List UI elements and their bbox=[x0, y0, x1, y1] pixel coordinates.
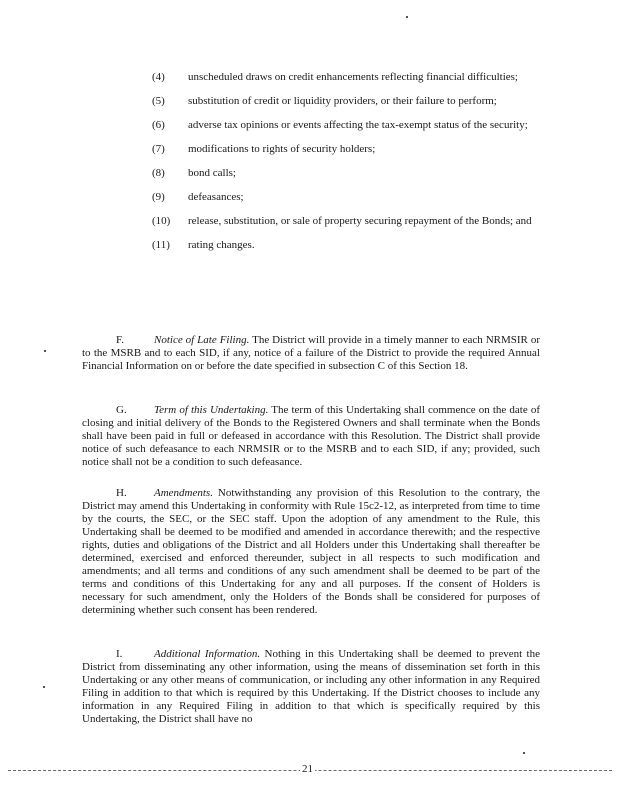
list-item-text: adverse tax opinions or events affecting the tax-exempt status of the security; bbox=[188, 119, 528, 131]
section-heading: Amendments. bbox=[154, 487, 213, 499]
scan-speck bbox=[406, 16, 408, 18]
section-heading: Notice of Late Filing. bbox=[154, 334, 250, 346]
list-item bbox=[152, 167, 540, 180]
section-letter: G. bbox=[116, 404, 127, 416]
list-item bbox=[152, 191, 540, 204]
list-item bbox=[152, 143, 540, 156]
list-item-number: (6) bbox=[152, 119, 165, 131]
section-additional-information bbox=[82, 648, 540, 726]
list-item bbox=[152, 71, 540, 84]
list-item-number: (7) bbox=[152, 143, 165, 155]
scan-speck bbox=[523, 752, 525, 754]
section-heading: Additional Information. bbox=[154, 648, 261, 660]
section-amendments bbox=[82, 487, 540, 617]
section-body: Notwithstanding any provision of this Resolution to the contrary, the District may amend this Undertaking in conformity with Rule 15c2-12, as interpreted from time to time by the courts, the SEC, or the SEC staff. Upon the adoption of any amendment to the Rule, this Undertaking shall be deemed to be modified and amended in accordance therewith; and the respective rights, duties and obligations of the District and all Holders under this Undertaking shall thereafter be determined, exercised and enforced thereunder, subject in all respects to such modification and amendments; and all terms and conditions of any such amendment shall be deemed to be part of the terms and conditions of this Undertaking for any and all purposes. If the consent of Holders is necessary for such amendment, only the Holders of the Bonds shall be considered for purposes of determining whether such consent has been rendered. bbox=[82, 487, 540, 616]
page-number: 21 bbox=[302, 763, 313, 775]
section-body: Nothing in this Undertaking shall be deemed to prevent the District from disseminating any other information, using the means of dissemination set forth in this Undertaking or any other means of communication, or including any other information in any Required Filing in addition to that which is required by this Undertaking. If the District chooses to include any information in any Required Filing in addition to that which is specifically required by this Undertaking, the District shall have no bbox=[82, 648, 540, 725]
list-item-text: bond calls; bbox=[188, 167, 236, 179]
section-letter: I. bbox=[116, 648, 123, 660]
scan-speck bbox=[44, 350, 46, 352]
list-item bbox=[152, 215, 540, 228]
section-letter: H. bbox=[116, 487, 127, 499]
list-item-number: (11) bbox=[152, 239, 170, 251]
list-item-number: (8) bbox=[152, 167, 165, 179]
list-item-number: (4) bbox=[152, 71, 165, 83]
list-item bbox=[152, 239, 540, 252]
list-item bbox=[152, 95, 540, 108]
list-item-text: modifications to rights of security holders; bbox=[188, 143, 376, 155]
section-letter: F. bbox=[116, 334, 124, 346]
list-item bbox=[152, 119, 540, 132]
list-item-text: defeasances; bbox=[188, 191, 244, 203]
section-notice-of-late-filing bbox=[82, 334, 540, 373]
list-item-number: (5) bbox=[152, 95, 165, 107]
list-item-number: (9) bbox=[152, 191, 165, 203]
section-heading: Term of this Undertaking. bbox=[154, 404, 269, 416]
section-body: The District will provide in a timely manner to each NRMSIR or to the MSRB and to each SID, if any, notice of a failure of the District to provide the required Annual Financial Information on or before the date specified in subsection C of this Section 18. bbox=[82, 334, 541, 372]
section-term-of-undertaking bbox=[82, 404, 540, 469]
list-item-text: rating changes. bbox=[188, 239, 255, 251]
section-body: The term of this Undertaking shall commence on the date of closing and initial delivery of the Bonds to the Registered Owners and shall terminate when the Bonds shall have been paid in full or defeased in accordance with this Resolution. The District shall provide notice of such defeasance to each NRMSIR or to the MSRB and to each SID, if any; provided, such notice shall not be a condition to such defeasance. bbox=[82, 404, 540, 468]
list-item-number: (10) bbox=[152, 215, 171, 227]
scan-speck bbox=[43, 686, 45, 688]
event-list bbox=[152, 71, 540, 263]
list-item-text: release, substitution, or sale of property securing repayment of the Bonds; and bbox=[188, 215, 532, 227]
list-item-text: unscheduled draws on credit enhancements reflecting financial difficulties; bbox=[188, 71, 518, 83]
list-item-text: substitution of credit or liquidity providers, or their failure to perform; bbox=[188, 95, 497, 107]
